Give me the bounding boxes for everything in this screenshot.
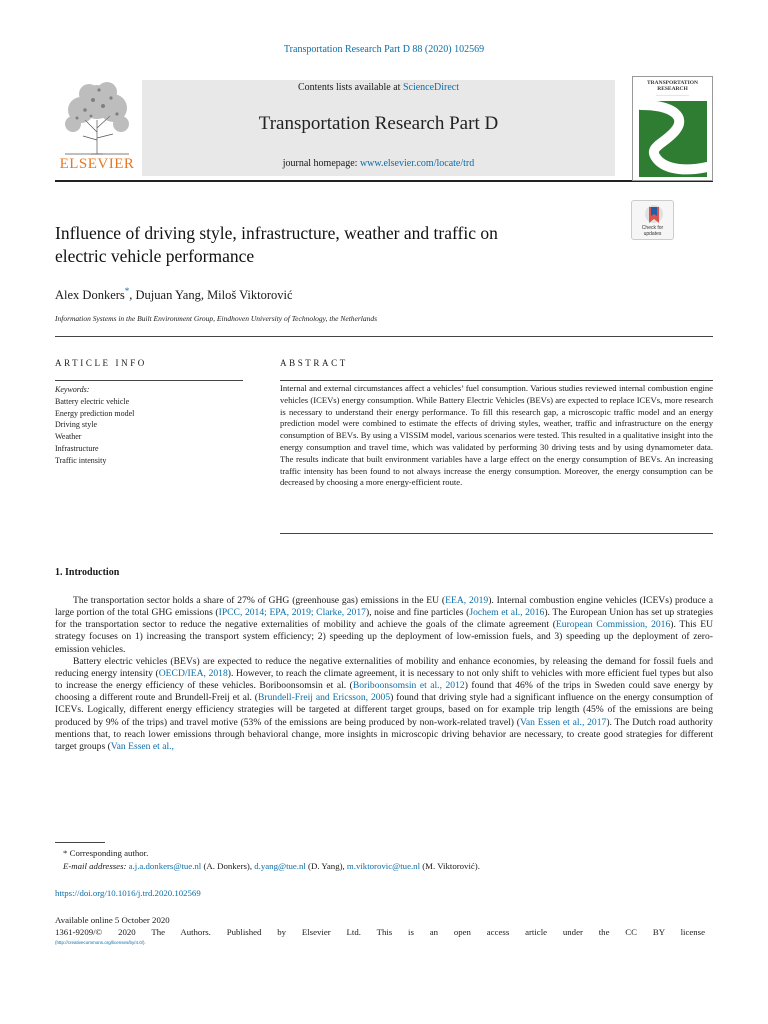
citation-link[interactable]: Van Essen et al., 2017 bbox=[520, 716, 607, 728]
cover-subtitle-lines: ――――――――――― bbox=[656, 93, 689, 97]
check-for-updates-badge[interactable] bbox=[631, 200, 674, 240]
citation-link[interactable]: Brundell-Freij and Ericsson, 2005 bbox=[258, 692, 391, 704]
paragraph: The transportation sector holds a share of 27% of GHG (greenhouse gas) emissions in the EU (EEA, 2019). Internal combustion engine vehicles (ICEVs) produce a large portion of the total GHG emissions (IPCC, 2014; EPA, 2019; Clarke, 2017), noise and fine particles (Jochem et al., 2016). The European Union has set up strategies for the transportation sector to reduce the negative externalities of mobility and achieve the goals of the climate agreement (European Commission, 2016). This EU strategy focuses on 1) increasing the transport system efficiency; 2) speeding up the deployment of low-emission fuels, and 3) speeding up the deployment of zero-emission vehicles. bbox=[55, 595, 714, 655]
email-link[interactable]: d.yang@tue.nl bbox=[254, 860, 306, 871]
divider bbox=[280, 380, 713, 381]
author-list bbox=[55, 286, 615, 303]
keywords-block bbox=[55, 384, 243, 467]
keyword-item: Infrastructure bbox=[55, 443, 99, 453]
corresponding-author-mark[interactable]: * bbox=[124, 286, 130, 296]
available-online: Available online 5 October 2020 bbox=[55, 915, 170, 925]
journal-reference[interactable]: Transportation Research Part D 88 (2020) 102569 bbox=[283, 44, 485, 55]
citation-link[interactable]: Boriboonsomsin et al., 2012 bbox=[352, 680, 465, 692]
citation-link[interactable]: OECD/IEA, 2018 bbox=[158, 667, 228, 679]
citation-link[interactable]: Van Essen et al., bbox=[110, 740, 174, 752]
journal-cover-thumbnail bbox=[632, 76, 713, 181]
divider bbox=[55, 380, 243, 381]
elsevier-wordmark: ELSEVIER bbox=[59, 156, 135, 172]
check-for-updates-label: Check for updates bbox=[641, 225, 664, 237]
paragraph: Battery electric vehicles (BEVs) are expected to reduce the negative externalities of mobility and enhance economies, by releasing the demand for fossil fuels and reducing energy intensity (OECD/IEA, 2018). However, to reach the climate agreement, it is necessary to not only shift to vehicles with more efficient fuel types but also to increase the energy efficiency of these vehicles. Boriboonsomsin et al. (Boriboonsomsin et al., 2012) found that 46% of the trips in Sweden could save energy by choosing a different route and Brundell-Freij et al. (Brundell-Freij and Ericsson, 2005) found that driving style had a significant influence on the energy consumption of ICEVs. Logically, different energy efficiency strategies will be targeted at different target groups, based on for example trip length (45% of the emissions are being produced by 9% of the trips) and travel motive (53% of the emissions are being produced by non-work-related travel) (Van Essen et al., 2017). The Dutch road authority mentions that, to reach lower emissions through behavioral change, more insights in microscopic driving behavior are necessary, to create good strategies for different target groups (Van Essen et al., bbox=[55, 655, 713, 752]
corresponding-author-note: * Corresponding author. bbox=[63, 848, 149, 858]
keyword-item: Weather bbox=[55, 432, 82, 442]
keywords-label: Keywords: bbox=[55, 385, 90, 394]
homepage-prefix: journal homepage: bbox=[282, 158, 360, 169]
divider bbox=[280, 533, 713, 534]
cc-license-link[interactable]: (http://creativecommons.org/licenses/by/4.0/). bbox=[55, 940, 146, 945]
affiliation: Information Systems in the Built Environment Group, Eindhoven University of Technology, the Netherlands bbox=[55, 314, 378, 323]
sciencedirect-link[interactable]: ScienceDirect bbox=[402, 82, 460, 93]
journal-title: Transportation Research Part D bbox=[258, 113, 499, 134]
bookmark-icon bbox=[644, 204, 664, 226]
journal-homepage bbox=[142, 158, 615, 169]
divider bbox=[55, 336, 713, 337]
citation-link[interactable]: EEA, 2019 bbox=[445, 595, 489, 606]
introduction-body bbox=[55, 595, 713, 753]
section-heading: 1. Introduction bbox=[55, 567, 120, 578]
email-addresses: E-mail addresses: a.j.a.donkers@tue.nl (A. Donkers), d.yang@tue.nl (D. Yang), m.viktorovic@tue.nl (M. Viktorović). bbox=[63, 860, 480, 871]
cover-road-image bbox=[639, 101, 707, 177]
doi-link[interactable]: https://doi.org/10.1016/j.trd.2020.102569 bbox=[55, 888, 201, 898]
license-statement: 1361-9209/© 2020 The Authors. Published by Elsevier Ltd. This is an open access article under the CC BY license bbox=[55, 927, 705, 937]
abstract-text: Internal and external circumstances affect a vehicles’ fuel consumption. Various studies reviewed internal combustion engine vehicles (ICEVs) energy consumption. While Battery Electric Vehicles (BEVs) are expected to replace ICEVs, more research is necessary to understand their energy performance. To fill this research gap, a microscopic traffic model and an energy prediction model were combined to estimate the effects of driving styles, weather, traffic and infrastructure on the energy consumption of BEVs. By using a VISSIM model, various scenarios were tested. This resulted in a qualitative insight into the energy consumption and travel time, which was validated by performing 30 driving tests and by using dynamometer data. The results indicate that built environment variables have a large effect on the energy consumption of BEVs. An increasing traffic intensity has been found to not always increase the energy consumption. Moreover, the energy consumption can be decreased by choosing a more energy-efficient route. bbox=[280, 383, 713, 488]
author-name: Alex Donkers bbox=[55, 288, 125, 303]
contents-prefix: Contents lists available at bbox=[297, 82, 403, 93]
email-link[interactable]: a.j.a.donkers@tue.nl bbox=[128, 860, 202, 871]
email-link[interactable]: m.viktorovic@tue.nl bbox=[346, 860, 421, 871]
homepage-link[interactable]: www.elsevier.com/locate/trd bbox=[359, 158, 475, 169]
article-title: Influence of driving style, infrastructure, weather and traffic on electric vehicle performance bbox=[55, 223, 498, 266]
keyword-item: Traffic intensity bbox=[55, 455, 107, 465]
citation-link[interactable]: European Commission, 2016 bbox=[555, 619, 671, 631]
keyword-item: Driving style bbox=[55, 420, 97, 430]
citation-link[interactable]: IPCC, 2014; EPA, 2019; Clarke, 2017 bbox=[218, 607, 366, 619]
elsevier-tree-logo bbox=[55, 80, 139, 156]
keyword-item: Battery electric vehicle bbox=[55, 396, 130, 406]
cover-title: TRANSPORTATION RESEARCH bbox=[647, 80, 698, 92]
abstract-heading: ABSTRACT bbox=[280, 358, 348, 368]
contents-line bbox=[142, 82, 615, 93]
article-info-heading: ARTICLE INFO bbox=[55, 358, 147, 368]
other-authors: , Dujuan Yang, Miloš Viktorović bbox=[129, 288, 293, 303]
citation-link[interactable]: Jochem et al., 2016 bbox=[469, 607, 545, 619]
footnotes bbox=[63, 847, 713, 872]
footnote-divider bbox=[55, 842, 105, 843]
keyword-item: Energy prediction model bbox=[55, 408, 135, 418]
